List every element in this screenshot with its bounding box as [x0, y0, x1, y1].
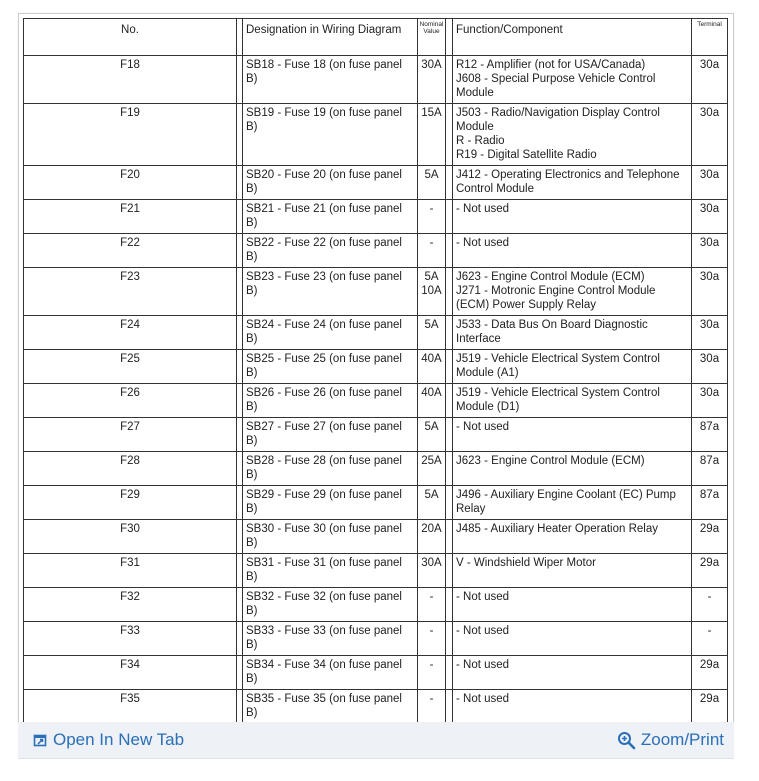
function-cell — [453, 452, 692, 486]
function-cell-line: - Not used — [456, 591, 510, 603]
designation-cell: SB29 - Fuse 29 (on fuse panel B) — [243, 486, 418, 520]
terminal-cell: 29a — [692, 554, 728, 588]
designation-cell: SB28 - Fuse 28 (on fuse panel B) — [243, 452, 418, 486]
table-row — [24, 588, 728, 622]
terminal-cell: - — [692, 588, 728, 622]
table-row — [24, 418, 728, 452]
nominal-value-cell-line: 20A — [421, 523, 442, 535]
nominal-value-cell — [418, 452, 446, 486]
nominal-value-cell — [418, 656, 446, 690]
terminal-cell: - — [692, 622, 728, 656]
fuse-number-cell: F33 — [24, 622, 237, 656]
terminal-cell: 87a — [692, 486, 728, 520]
spacer-cell — [446, 104, 453, 166]
designation-cell: SB30 - Fuse 30 (on fuse panel B) — [243, 520, 418, 554]
nominal-value-cell-line: 5A — [424, 169, 439, 181]
function-cell-line: J623 - Engine Control Module (ECM) — [456, 271, 645, 283]
terminal-cell: 87a — [692, 418, 728, 452]
spacer-cell — [446, 656, 453, 690]
nominal-value-cell — [418, 418, 446, 452]
table-row — [24, 234, 728, 268]
table-row — [24, 452, 728, 486]
header-spacer — [446, 19, 453, 56]
nominal-value-cell — [418, 166, 446, 200]
function-cell-line: J533 - Data Bus On Board Diagnostic Interface — [456, 319, 648, 345]
nominal-value-cell-line: 15A — [421, 107, 442, 119]
header-no: No. — [24, 19, 237, 56]
nominal-value-cell — [418, 486, 446, 520]
nominal-value-cell — [418, 520, 446, 554]
function-cell — [453, 384, 692, 418]
function-cell-line: J623 - Engine Control Module (ECM) — [456, 455, 645, 467]
function-cell-line: J608 - Special Purpose Vehicle Control Module — [456, 73, 656, 99]
header-row — [24, 19, 728, 56]
header-function: Function/Component — [453, 19, 692, 56]
function-cell — [453, 554, 692, 588]
diagram-frame — [18, 13, 734, 724]
function-cell-line: J485 - Auxiliary Heater Operation Relay — [456, 523, 658, 535]
terminal-cell: 30a — [692, 234, 728, 268]
function-cell — [453, 350, 692, 384]
fuse-number-cell: F22 — [24, 234, 237, 268]
designation-cell: SB26 - Fuse 26 (on fuse panel B) — [243, 384, 418, 418]
terminal-cell: 29a — [692, 656, 728, 690]
function-cell-line: R - Radio — [456, 135, 505, 147]
zoom-print-link[interactable] — [617, 730, 724, 750]
nominal-value-cell — [418, 316, 446, 350]
function-cell-line: - Not used — [456, 237, 510, 249]
nominal-value-cell-line: 30A — [421, 557, 442, 569]
designation-cell: SB35 - Fuse 35 (on fuse panel B) — [243, 690, 418, 724]
function-cell — [453, 234, 692, 268]
spacer-cell — [446, 200, 453, 234]
function-cell-line: - Not used — [456, 625, 510, 637]
table-row — [24, 520, 728, 554]
header-designation: Designation in Wiring Diagram — [243, 19, 418, 56]
header-terminal: Terminal — [692, 19, 728, 56]
function-cell — [453, 588, 692, 622]
open-in-new-tab-link[interactable] — [33, 730, 184, 750]
table-row — [24, 384, 728, 418]
designation-cell: SB25 - Fuse 25 (on fuse panel B) — [243, 350, 418, 384]
fuse-number-cell: F18 — [24, 56, 237, 104]
table-row — [24, 316, 728, 350]
designation-cell: SB20 - Fuse 20 (on fuse panel B) — [243, 166, 418, 200]
nominal-value-cell-line: 5A — [424, 271, 439, 283]
nominal-value-cell — [418, 554, 446, 588]
table-row — [24, 554, 728, 588]
function-cell-line: - Not used — [456, 203, 510, 215]
open-in-new-tab-icon — [33, 733, 48, 748]
fuse-number-cell: F23 — [24, 268, 237, 316]
table-row — [24, 690, 728, 724]
fuse-number-cell: F29 — [24, 486, 237, 520]
terminal-cell: 30a — [692, 104, 728, 166]
fuse-number-cell: F20 — [24, 166, 237, 200]
designation-cell: SB21 - Fuse 21 (on fuse panel B) — [243, 200, 418, 234]
nominal-value-cell-line: - — [429, 237, 434, 249]
table-row — [24, 104, 728, 166]
function-cell-line: J503 - Radio/Navigation Display Control Module — [456, 107, 660, 133]
fuse-number-cell: F24 — [24, 316, 237, 350]
spacer-cell — [446, 486, 453, 520]
table-row — [24, 56, 728, 104]
fuse-table-body — [24, 56, 728, 724]
open-in-new-tab-label: Open In New Tab — [53, 730, 185, 749]
terminal-cell: 30a — [692, 384, 728, 418]
fuse-number-cell: F25 — [24, 350, 237, 384]
function-cell — [453, 316, 692, 350]
nominal-value-cell-line: 5A — [424, 421, 439, 433]
table-row — [24, 166, 728, 200]
designation-cell: SB24 - Fuse 24 (on fuse panel B) — [243, 316, 418, 350]
terminal-cell: 29a — [692, 520, 728, 554]
spacer-cell — [446, 166, 453, 200]
terminal-cell: 30a — [692, 316, 728, 350]
table-row — [24, 200, 728, 234]
designation-cell: SB27 - Fuse 27 (on fuse panel B) — [243, 418, 418, 452]
spacer-cell — [446, 520, 453, 554]
terminal-cell: 30a — [692, 56, 728, 104]
nominal-value-cell — [418, 268, 446, 316]
spacer-cell — [446, 268, 453, 316]
nominal-value-cell-line: 30A — [421, 59, 442, 71]
terminal-cell: 29a — [692, 690, 728, 724]
function-cell — [453, 418, 692, 452]
designation-cell: SB34 - Fuse 34 (on fuse panel B) — [243, 656, 418, 690]
terminal-cell: 30a — [692, 350, 728, 384]
diagram-footer — [18, 722, 734, 759]
nominal-value-cell-line: 5A — [424, 489, 439, 501]
fuse-number-cell: F28 — [24, 452, 237, 486]
designation-cell: SB33 - Fuse 33 (on fuse panel B) — [243, 622, 418, 656]
function-cell — [453, 690, 692, 724]
fuse-number-cell: F34 — [24, 656, 237, 690]
fuse-number-cell: F27 — [24, 418, 237, 452]
function-cell-line: - Not used — [456, 421, 510, 433]
function-cell-line: J519 - Vehicle Electrical System Control Module (D1) — [456, 387, 660, 413]
function-cell-line: - Not used — [456, 693, 510, 705]
nominal-value-cell — [418, 690, 446, 724]
nominal-value-cell — [418, 350, 446, 384]
nominal-value-cell-line: 25A — [421, 455, 442, 467]
function-cell-line: J271 - Motronic Engine Control Module (ECM) Power Supply Relay — [456, 285, 656, 311]
function-cell — [453, 268, 692, 316]
nominal-value-cell-line: - — [429, 203, 434, 215]
nominal-value-cell — [418, 384, 446, 418]
designation-cell: SB18 - Fuse 18 (on fuse panel B) — [243, 56, 418, 104]
terminal-cell: 30a — [692, 200, 728, 234]
spacer-cell — [446, 588, 453, 622]
nominal-value-cell-line: 40A — [421, 353, 442, 365]
function-cell-line: J412 - Operating Electronics and Telephone Control Module — [456, 169, 680, 195]
table-row — [24, 622, 728, 656]
function-cell — [453, 622, 692, 656]
fuse-number-cell: F32 — [24, 588, 237, 622]
table-row — [24, 268, 728, 316]
terminal-cell: 30a — [692, 166, 728, 200]
table-row — [24, 656, 728, 690]
function-cell-line: J519 - Vehicle Electrical System Control Module (A1) — [456, 353, 660, 379]
spacer-cell — [446, 234, 453, 268]
function-cell-line: V - Windshield Wiper Motor — [456, 557, 596, 569]
nominal-value-cell-line: - — [429, 693, 434, 705]
spacer-cell — [446, 690, 453, 724]
function-cell — [453, 56, 692, 104]
nominal-value-cell — [418, 56, 446, 104]
nominal-value-cell-line: - — [429, 625, 434, 637]
spacer-cell — [446, 452, 453, 486]
nominal-value-cell — [418, 622, 446, 656]
function-cell-line: J496 - Auxiliary Engine Coolant (EC) Pump Relay — [456, 489, 676, 515]
fuse-table — [23, 18, 728, 724]
function-cell-line: R19 - Digital Satellite Radio — [456, 149, 597, 161]
function-cell — [453, 656, 692, 690]
designation-cell: SB22 - Fuse 22 (on fuse panel B) — [243, 234, 418, 268]
designation-cell: SB19 - Fuse 19 (on fuse panel B) — [243, 104, 418, 166]
nominal-value-cell — [418, 104, 446, 166]
function-cell — [453, 200, 692, 234]
spacer-cell — [446, 554, 453, 588]
nominal-value-cell — [418, 234, 446, 268]
function-cell — [453, 520, 692, 554]
fuse-number-cell: F26 — [24, 384, 237, 418]
function-cell — [453, 104, 692, 166]
magnifier-plus-icon — [617, 731, 636, 750]
nominal-value-cell-line: 10A — [421, 285, 442, 297]
function-cell — [453, 486, 692, 520]
spacer-cell — [446, 350, 453, 384]
designation-cell: SB32 - Fuse 32 (on fuse panel B) — [243, 588, 418, 622]
function-cell-line: R12 - Amplifier (not for USA/Canada) — [456, 59, 646, 71]
nominal-value-cell — [418, 588, 446, 622]
nominal-value-cell-line: - — [429, 659, 434, 671]
zoom-print-label: Zoom/Print — [640, 730, 724, 749]
designation-cell: SB23 - Fuse 23 (on fuse panel B) — [243, 268, 418, 316]
nominal-value-cell-line: - — [429, 591, 434, 603]
fuse-number-cell: F31 — [24, 554, 237, 588]
spacer-cell — [446, 418, 453, 452]
nominal-value-cell-line: 40A — [421, 387, 442, 399]
table-row — [24, 350, 728, 384]
spacer-cell — [446, 384, 453, 418]
spacer-cell — [446, 56, 453, 104]
fuse-number-cell: F19 — [24, 104, 237, 166]
terminal-cell: 87a — [692, 452, 728, 486]
nominal-value-cell — [418, 200, 446, 234]
designation-cell: SB31 - Fuse 31 (on fuse panel B) — [243, 554, 418, 588]
header-nominal-value: Nominal Value — [418, 19, 446, 56]
terminal-cell: 30a — [692, 268, 728, 316]
function-cell — [453, 166, 692, 200]
fuse-number-cell: F21 — [24, 200, 237, 234]
spacer-cell — [446, 316, 453, 350]
fuse-number-cell: F35 — [24, 690, 237, 724]
table-row — [24, 486, 728, 520]
spacer-cell — [446, 622, 453, 656]
nominal-value-cell-line: 5A — [424, 319, 439, 331]
fuse-number-cell: F30 — [24, 520, 237, 554]
function-cell-line: - Not used — [456, 659, 510, 671]
